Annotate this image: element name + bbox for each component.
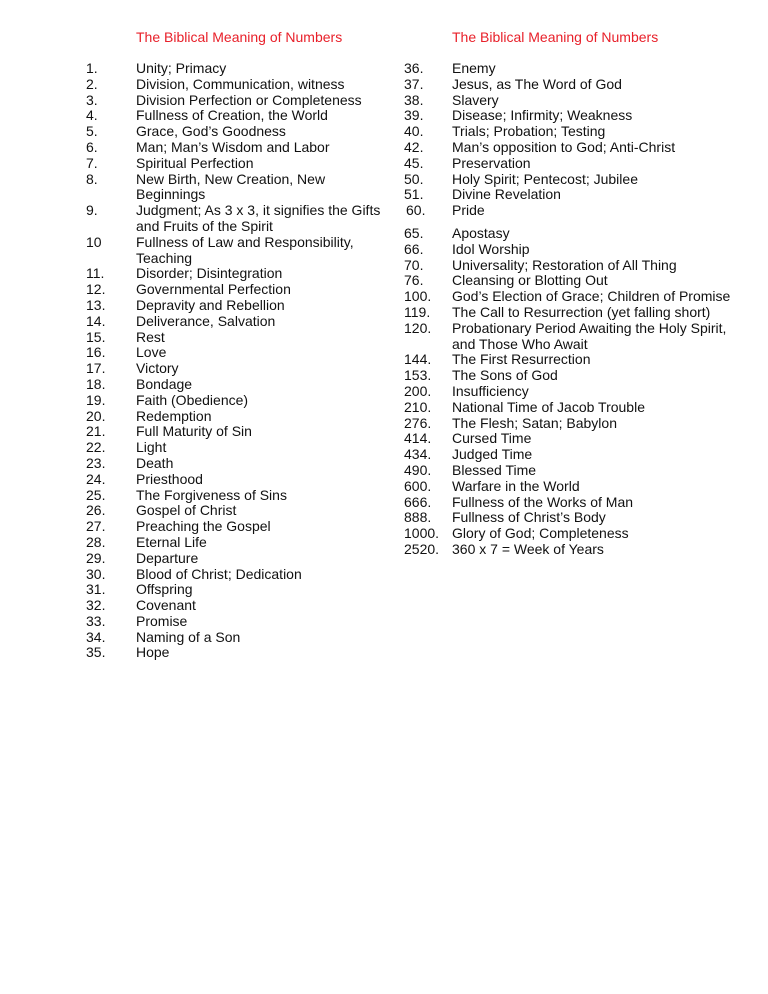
entry-meaning: Bondage [136,375,193,392]
entry-meaning: Probationary Period Awaiting the Holy Spirit, and Those Who Await [452,319,727,352]
left-number-list [86,61,398,661]
entry-number: 144. [404,351,432,368]
entry-meaning: Naming of a Son [136,628,241,645]
entry-meaning: Governmental Perfection [136,281,291,298]
list-item [404,542,734,558]
list-item [86,124,398,140]
entry-meaning: Hope [136,644,170,661]
entry-meaning: Fullness of Christ’s Body [452,509,606,526]
entry-number: 37. [404,75,424,92]
entry-meaning: Full Maturity of Sin [136,423,252,440]
list-item [404,187,734,203]
right-number-list [404,61,734,558]
list-item [86,377,398,393]
entry-meaning: Insufficiency [452,382,529,399]
entry-number: 5. [86,123,98,140]
entry-number: 4. [86,107,98,124]
list-item [86,551,398,567]
entry-number: 22. [86,439,106,456]
entry-meaning: Promise [136,612,188,629]
entry-number: 45. [404,154,424,171]
list-item [404,352,734,368]
entry-meaning: Apostasy [452,224,510,241]
entry-number: 666. [404,493,432,510]
entry-number: 2520. [404,540,440,557]
entry-meaning: Death [136,454,174,471]
list-item [86,535,398,551]
entry-meaning: Offspring [136,581,193,598]
list-item [86,472,398,488]
entry-meaning: Division, Communication, witness [136,75,345,92]
list-item [404,305,734,321]
entry-number: 120. [404,319,432,336]
entry-meaning: Priesthood [136,470,203,487]
entry-meaning: National Time of Jacob Trouble [452,398,645,415]
entry-number: 30. [86,565,106,582]
entry-number: 19. [86,391,106,408]
entry-meaning: Cleansing or Blotting Out [452,272,608,289]
list-item [86,298,398,314]
entry-number: 66. [404,240,424,257]
entry-meaning: Jesus, as The Word of God [452,75,622,92]
list-item [404,289,734,305]
entry-number: 15. [86,328,106,345]
entry-number: 490. [404,461,432,478]
entry-number: 7. [86,154,98,171]
entry-number: 50. [404,170,424,187]
entry-meaning: The First Resurrection [452,351,591,368]
list-item [404,242,734,258]
list-item [404,321,734,353]
entry-number: 200. [404,382,432,399]
list-item [86,567,398,583]
list-item [404,140,734,156]
entry-number: 23. [86,454,106,471]
entry-meaning: Holy Spirit; Pentecost; Jubilee [452,170,638,187]
list-item [404,416,734,432]
list-item [86,61,398,77]
entry-meaning: Slavery [452,91,499,108]
entry-meaning: Idol Worship [452,240,530,257]
entry-meaning: Disease; Infirmity; Weakness [452,107,633,124]
entry-meaning: Eternal Life [136,533,207,550]
entry-number: 33. [86,612,106,629]
entry-meaning: Fullness of Law and Responsibility, Teaching [136,233,354,266]
entry-number: 24. [86,470,106,487]
list-item [86,156,398,172]
list-item [86,519,398,535]
list-item [86,140,398,156]
entry-number: 16. [86,344,106,361]
list-item [404,495,734,511]
list-item [86,93,398,109]
list-item [86,630,398,646]
entry-meaning: Preaching the Gospel [136,518,271,535]
entry-meaning: Disorder; Disintegration [136,265,283,282]
entry-number: 8. [86,170,98,187]
list-item [404,93,734,109]
list-item [86,424,398,440]
entry-number: 276. [404,414,432,431]
list-item [404,368,734,384]
list-item [86,409,398,425]
list-item [86,203,398,235]
entry-number: 76. [404,272,424,289]
entry-meaning: Enemy [452,60,496,76]
entry-number: 1. [86,60,98,76]
entry-number: 17. [86,360,106,377]
list-item [404,108,734,124]
list-item [404,77,734,93]
entry-number: 14. [86,312,106,329]
list-item [404,258,734,274]
entry-number: 39. [404,107,424,124]
list-item [404,61,734,77]
list-item [86,108,398,124]
list-item [86,488,398,504]
entry-meaning: Blood of Christ; Dedication [136,565,302,582]
entry-meaning: Grace, God’s Goodness [136,123,286,140]
entry-meaning: 360 x 7 = Week of Years [452,540,604,557]
entry-meaning: Rest [136,328,165,345]
entry-number: 21. [86,423,106,440]
entry-number: 28. [86,533,106,550]
list-item [404,156,734,172]
list-item [86,645,398,661]
entry-number: 6. [86,138,98,155]
entry-number: 414. [404,430,432,447]
entry-meaning: Deliverance, Salvation [136,312,276,329]
entry-number: 119. [404,303,431,320]
entry-meaning: Faith (Obedience) [136,391,249,408]
list-item [404,384,734,400]
list-item [86,314,398,330]
entry-number: 38. [404,91,424,108]
entry-meaning: Blessed Time [452,461,537,478]
entry-meaning: The Sons of God [452,367,558,384]
entry-number: 1000. [404,525,440,542]
list-item [404,431,734,447]
list-item [404,510,734,526]
list-item [86,235,398,267]
entry-number: 2. [86,75,98,92]
list-item [86,393,398,409]
entry-meaning: God’s Election of Grace; Children of Promise [452,288,731,305]
entry-meaning: Spiritual Perfection [136,154,254,171]
list-item [86,266,398,282]
entry-number: 51. [404,186,424,203]
entry-number: 11. [86,265,105,282]
entry-meaning: Depravity and Rebellion [136,296,285,313]
entry-meaning: Man; Man’s Wisdom and Labor [136,138,330,155]
entry-number: 35. [86,644,106,661]
entry-number: 20. [86,407,106,424]
entry-number: 888. [404,509,432,526]
entry-number: 18. [86,375,106,392]
entry-meaning: The Flesh; Satan; Babylon [452,414,617,431]
list-item [404,172,734,188]
list-item [86,503,398,519]
entry-number: 40. [404,123,424,140]
list-item [86,345,398,361]
entry-meaning: Fullness of Creation, the World [136,107,328,124]
list-item [404,400,734,416]
entry-meaning: Departure [136,549,199,566]
entry-number: 34. [86,628,106,645]
entry-meaning: Light [136,439,167,456]
entry-number: 12. [86,281,106,298]
entry-meaning: New Birth, New Creation, New Beginnings [136,170,326,203]
entry-number: 65. [404,224,424,241]
list-item [86,440,398,456]
entry-meaning: Warfare in the World [452,477,580,494]
entry-meaning: Pride [452,202,485,219]
entry-meaning: Man’s opposition to God; Anti-Christ [452,138,676,155]
entry-meaning: Division Perfection or Completeness [136,91,362,108]
entry-number: 32. [86,597,106,614]
entry-meaning: Redemption [136,407,212,424]
list-item [86,456,398,472]
entry-meaning: The Forgiveness of Sins [136,486,287,503]
entry-number: 210. [404,398,432,415]
list-item [404,124,734,140]
entry-number: 600. [404,477,432,494]
list-item [404,463,734,479]
entry-number: 60. [406,202,426,219]
right-heading: The Biblical Meaning of Numbers [452,29,659,45]
list-item [404,273,734,289]
entry-meaning: Fullness of the Works of Man [452,493,634,510]
entry-meaning: Judgment; As 3 x 3, it signifies the Gifts and Fruits of the Spirit [136,202,381,234]
list-item [86,77,398,93]
entry-number: 10 [86,233,102,250]
entry-meaning: Trials; Probation; Testing [452,123,606,140]
entry-meaning: The Call to Resurrection (yet falling short) [452,303,711,320]
list-item [404,526,734,542]
entry-number: 36. [404,60,424,76]
entry-number: 434. [404,446,432,463]
entry-meaning: Universality; Restoration of All Thing [452,256,677,273]
entry-number: 26. [86,502,106,519]
entry-number: 25. [86,486,106,503]
list-item [404,226,734,242]
list-item [404,447,734,463]
list-item [86,330,398,346]
entry-number: 70. [404,256,424,273]
entry-meaning: Unity; Primacy [136,60,227,76]
entry-meaning: Glory of God; Completeness [452,525,629,542]
entry-number: 153. [404,367,432,384]
list-item [404,203,734,219]
entry-meaning: Victory [136,360,179,377]
entry-number: 3. [86,91,98,108]
entry-number: 31. [86,581,106,598]
entry-meaning: Covenant [136,597,196,614]
entry-number: 9. [86,202,98,219]
entry-meaning: Cursed Time [452,430,532,447]
list-item [86,172,398,204]
entry-number: 29. [86,549,106,566]
entry-number: 42. [404,138,424,155]
entry-number: 100. [404,288,432,305]
list-item [86,614,398,630]
entry-number: 13. [86,296,106,313]
entry-meaning: Divine Revelation [452,186,561,203]
list-item [86,582,398,598]
list-item [86,598,398,614]
entry-meaning: Judged Time [452,446,533,463]
entry-meaning: Gospel of Christ [136,502,237,519]
entry-meaning: Preservation [452,154,531,171]
list-item [86,282,398,298]
entry-number: 27. [86,518,106,535]
left-heading: The Biblical Meaning of Numbers [136,29,343,45]
entry-meaning: Love [136,344,167,361]
list-item [404,479,734,495]
list-item [86,361,398,377]
